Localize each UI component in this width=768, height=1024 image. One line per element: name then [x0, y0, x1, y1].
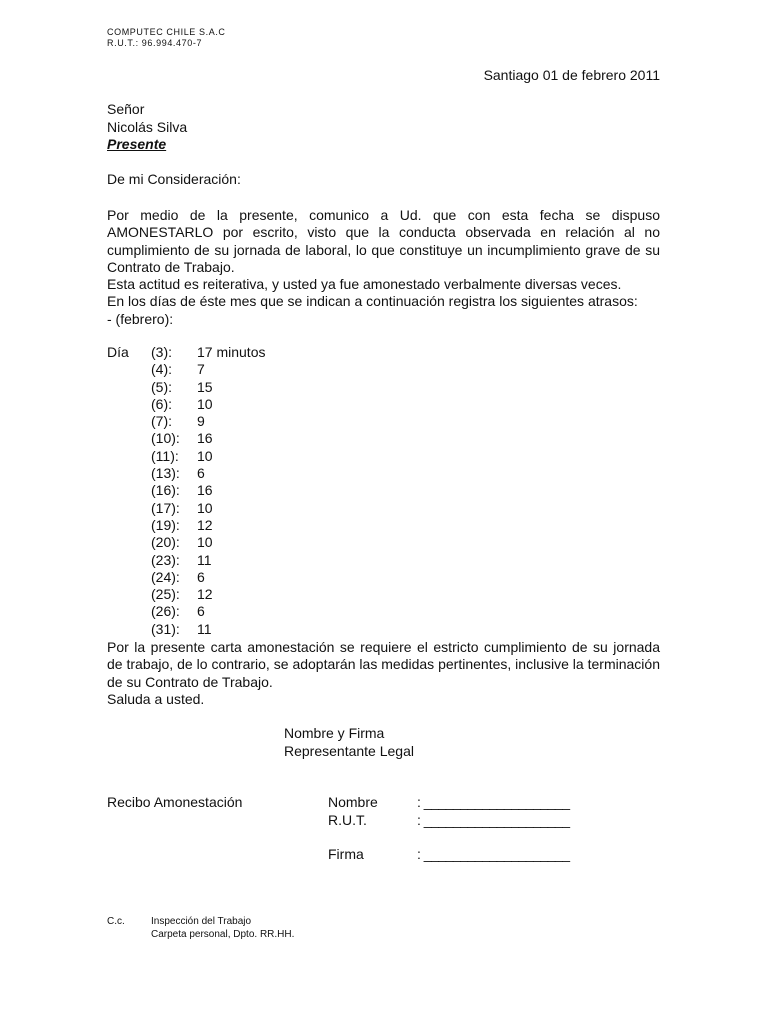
delay-minutes: 10 [197, 447, 213, 464]
delay-day: (10): [151, 430, 180, 447]
letter-date: Santiago 01 de febrero 2011 [483, 67, 660, 83]
receipt-name-field: : ____________________ [417, 794, 570, 810]
delay-minutes: 15 [197, 378, 213, 395]
signature-title-line: Representante Legal [284, 742, 414, 759]
delay-day: (19): [151, 516, 180, 533]
closing-paragraph: Por la presente carta amonestación se requiere el estricto cumplimiento de su jornada de trabajo, de lo contrario, se adoptarán las medidas pertinentes, inclusive la terminación de su Contrato de Trabajo. [107, 639, 660, 690]
cc-label: C.c. [107, 916, 125, 927]
delay-row [107, 430, 407, 447]
greeting: De mi Consideración: [107, 171, 241, 187]
delay-minutes: 11 [197, 551, 212, 568]
delay-day: (23): [151, 551, 180, 568]
delay-day: (16): [151, 482, 180, 499]
delay-row [107, 482, 407, 499]
delay-day: (17): [151, 499, 180, 516]
receipt-signature-field: : ____________________ [417, 846, 570, 862]
delay-minutes: 10 [197, 534, 213, 551]
receipt-title: Recibo Amonestación [107, 794, 243, 810]
delay-day: (4): [151, 361, 172, 378]
delay-row [107, 552, 407, 569]
delay-minutes: 9 [197, 413, 205, 430]
letter-closing [107, 639, 660, 708]
body-paragraph-4: - (febrero): [107, 310, 174, 327]
delay-row [107, 465, 407, 482]
delay-row [107, 500, 407, 517]
delay-day: (13): [151, 465, 180, 482]
company-name: COMPUTEC CHILE S.A.C [107, 27, 226, 37]
delay-day: (26): [151, 603, 180, 620]
delay-row [107, 603, 407, 620]
signature-name-line: Nombre y Firma [284, 725, 385, 741]
receipt-name-label: Nombre [328, 794, 378, 810]
delay-day: (31): [151, 620, 180, 637]
delay-row [107, 586, 407, 603]
delay-day: (3): [151, 344, 172, 360]
delay-row [107, 569, 407, 586]
body-paragraph-3: En los días de éste mes que se indican a continuación registra los siguientes atrasos: [107, 293, 638, 310]
signature-block [284, 725, 414, 760]
delay-day-label: Día [107, 344, 129, 360]
body-paragraph-1: Por medio de la presente, comunico a Ud. que con esta fecha se dispuso AMONESTARLO por escrito, visto que la conducta observada en relación al no cumplimiento de su jornada de laboral, lo que constituye un incumplimiento grave de su Contrato de Trabajo. [107, 207, 660, 275]
delay-row [107, 379, 407, 396]
delay-minutes: 6 [197, 603, 205, 620]
delay-day: (24): [151, 568, 180, 585]
delay-minutes: 6 [197, 568, 205, 585]
delay-minutes: 17 minutos [197, 344, 266, 360]
cc-recipients [151, 915, 294, 941]
company-rut: R.U.T.: 96.994.470-7 [107, 38, 203, 48]
cc-recipient-1: Inspección del Trabajo [151, 916, 252, 927]
delay-minutes: 16 [197, 430, 213, 447]
delay-list [107, 344, 407, 638]
delay-row [107, 448, 407, 465]
delay-minutes: 11 [197, 620, 212, 637]
delay-day: (20): [151, 534, 180, 551]
body-paragraph-2: Esta actitud es reiterativa, y usted ya fue amonestado verbalmente diversas veces. [107, 276, 622, 293]
delay-minutes: 10 [197, 395, 213, 412]
company-header [107, 27, 226, 49]
recipient-salutation: Señor [107, 101, 145, 117]
recipient-name: Nicolás Silva [107, 118, 188, 135]
delay-row [107, 413, 407, 430]
delay-row [107, 396, 407, 413]
delay-row [107, 621, 407, 638]
receipt-rut-field: : ____________________ [417, 812, 570, 828]
delay-row [107, 534, 407, 551]
receipt-signature-label: Firma [328, 846, 364, 862]
receipt-rut-label: R.U.T. [328, 812, 367, 828]
delay-row [107, 517, 407, 534]
closing-farewell: Saluda a usted. [107, 690, 205, 707]
delay-day: (6): [151, 395, 172, 412]
delay-minutes: 10 [197, 499, 213, 516]
delay-minutes: 12 [197, 586, 213, 603]
delay-day: (7): [151, 413, 172, 430]
recipient-block [107, 101, 187, 154]
delay-day: (5): [151, 378, 172, 395]
cc-recipient-2: Carpeta personal, Dpto. RR.HH. [151, 929, 295, 940]
letter-body [107, 207, 660, 328]
delay-row [107, 344, 407, 361]
delay-minutes: 7 [197, 361, 205, 378]
delay-minutes: 6 [197, 465, 205, 482]
delay-minutes: 12 [197, 516, 213, 533]
delay-row [107, 361, 407, 378]
delay-minutes: 16 [197, 482, 213, 499]
recipient-presente: Presente [107, 136, 167, 152]
delay-day: (11): [151, 447, 179, 464]
delay-day: (25): [151, 586, 180, 603]
